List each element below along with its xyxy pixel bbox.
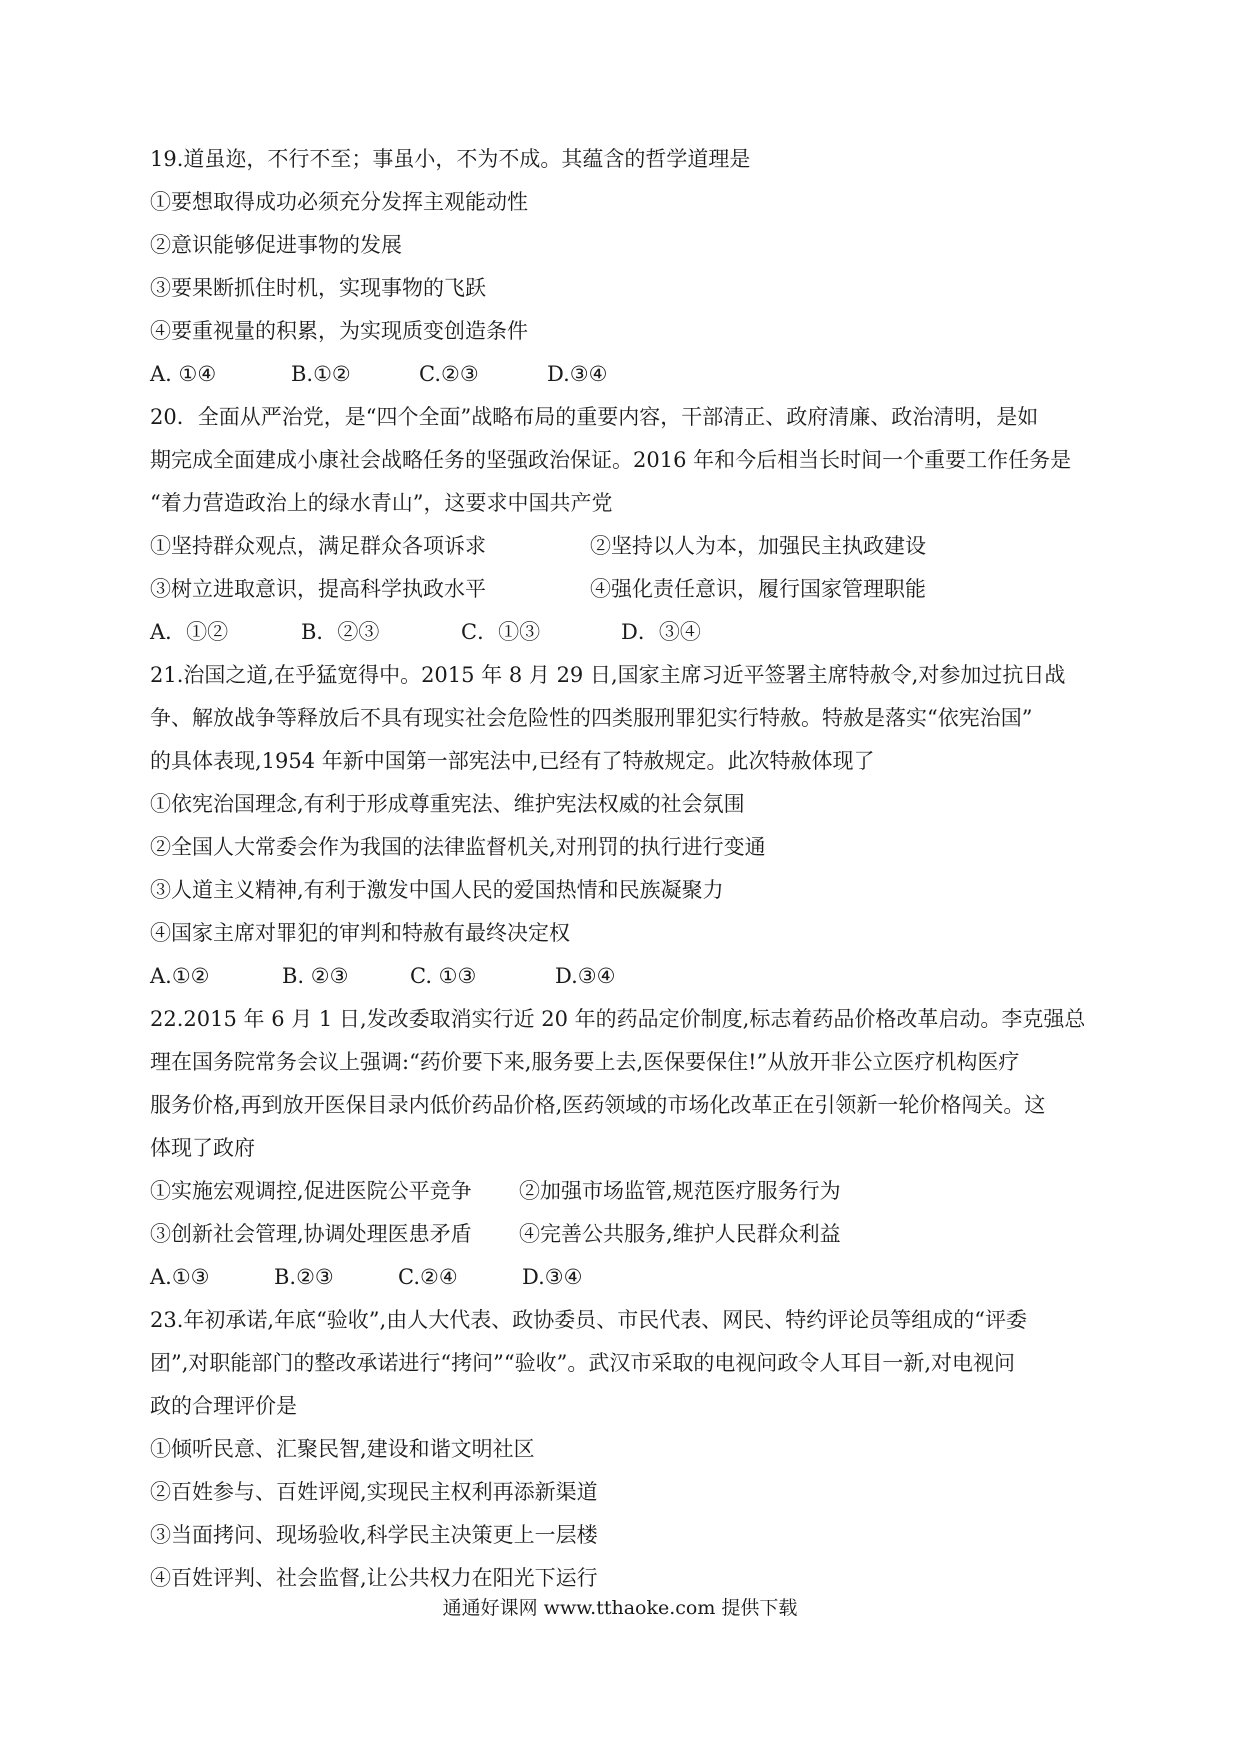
option-3: ③要果断抓住时机，实现事物的飞跃	[150, 276, 486, 300]
answer-choices	[150, 353, 1105, 396]
choice-a: A．①②	[150, 620, 229, 644]
option-1: ①依宪治国理念,有利于形成尊重宪法、维护宪法权威的社会氛围	[150, 792, 745, 816]
question-19	[150, 138, 1105, 396]
question-stem: 体现了政府	[150, 1136, 255, 1160]
question-stem: 19.道虽迩，不行不至；事虽小，不为不成。其蕴含的哲学道理是	[150, 147, 751, 171]
option-2: ②百姓参与、百姓评阅,实现民主权利再添新渠道	[150, 1480, 598, 1504]
option-3: ③创新社会管理,协调处理医患矛盾	[150, 1222, 472, 1246]
choice-d: D．③④	[621, 620, 701, 644]
choice-b: B.②③	[274, 1265, 334, 1289]
option-2: ②坚持以人为本，加强民主执政建设	[590, 534, 926, 558]
choice-a: A.①③	[150, 1265, 210, 1289]
question-stem: 22.2015 年 6 月 1 日,发改委取消实行近 20 年的药品定价制度,标志着药品价格改革启动。李克强总	[150, 1007, 1086, 1031]
option-2: ②全国人大常委会作为我国的法律监督机关,对刑罚的执行进行变通	[150, 835, 766, 859]
option-3: ③树立进取意识，提高科学执政水平	[150, 577, 486, 601]
choice-d: D.③④	[555, 964, 616, 988]
option-2: ②加强市场监管,规范医疗服务行为	[519, 1179, 841, 1203]
choice-b: B．②③	[301, 620, 380, 644]
question-stem: 团”,对职能部门的整改承诺进行“拷问”“验收”。武汉市采取的电视问政令人耳目一新,对电视问	[150, 1351, 1016, 1375]
question-22	[150, 998, 1105, 1299]
choice-d: D.③④	[547, 362, 608, 386]
option-1: ①坚持群众观点，满足群众各项诉求	[150, 534, 486, 558]
option-1: ①倾听民意、汇聚民智,建设和谐文明社区	[150, 1437, 535, 1461]
choice-c: C.②④	[398, 1265, 458, 1289]
exam-page	[150, 138, 1105, 1600]
choice-d: D.③④	[522, 1265, 583, 1289]
question-stem: “着力营造政治上的绿水青山”，这要求中国共产党	[150, 491, 613, 515]
question-stem: 23.年初承诺,年底“验收”,由人大代表、政协委员、市民代表、网民、特约评论员等组成的“评委	[150, 1308, 1027, 1332]
options-row	[150, 525, 1105, 568]
question-21	[150, 654, 1105, 998]
choice-a: A.①②	[150, 964, 210, 988]
option-1: ①实施宏观调控,促进医院公平竞争	[150, 1179, 472, 1203]
option-4: ④强化责任意识，履行国家管理职能	[590, 577, 926, 601]
option-3: ③当面拷问、现场验收,科学民主决策更上一层楼	[150, 1523, 598, 1547]
choice-b: B.①②	[291, 362, 351, 386]
option-2: ②意识能够促进事物的发展	[150, 233, 402, 257]
options-row	[150, 568, 1105, 611]
choice-c: C．①③	[461, 620, 541, 644]
option-1: ①要想取得成功必须充分发挥主观能动性	[150, 190, 528, 214]
question-20	[150, 396, 1105, 654]
answer-choices	[150, 611, 1105, 654]
options-row	[150, 1213, 1105, 1256]
options-row	[150, 1170, 1105, 1213]
choice-a: A. ①④	[150, 362, 217, 386]
question-stem: 政的合理评价是	[150, 1394, 297, 1418]
question-stem: 期完成全面建成小康社会战略任务的坚强政治保证。2016 年和今后相当长时间一个重要工作任务是	[150, 448, 1072, 472]
answer-choices	[150, 955, 1105, 998]
question-stem: 争、解放战争等释放后不具有现实社会危险性的四类服刑罪犯实行特赦。特赦是落实“依宪治国”	[150, 706, 1033, 730]
option-4: ④国家主席对罪犯的审判和特赦有最终决定权	[150, 921, 570, 945]
choice-c: C.②③	[419, 362, 479, 386]
question-stem: 21.治国之道,在乎猛宽得中。2015 年 8 月 29 日,国家主席习近平签署主席特赦令,对参加过抗日战	[150, 663, 1066, 687]
option-4: ④要重视量的积累，为实现质变创造条件	[150, 319, 528, 343]
question-stem: 理在国务院常务会议上强调:“药价要下来,服务要上去,医保要保住!”从放开非公立医疗机构医疗	[150, 1050, 1020, 1074]
question-stem: 的具体表现,1954 年新中国第一部宪法中,已经有了特赦规定。此次特赦体现了	[150, 749, 875, 773]
choice-b: B. ②③	[282, 964, 349, 988]
option-4: ④百姓评判、社会监督,让公共权力在阳光下运行	[150, 1566, 598, 1590]
answer-choices	[150, 1256, 1105, 1299]
option-4: ④完善公共服务,维护人民群众利益	[519, 1222, 841, 1246]
page-footer: 通通好课网 www.tthaoke.com 提供下载	[442, 1597, 798, 1619]
question-stem: 服务价格,再到放开医保目录内低价药品价格,医药领域的市场化改革正在引领新一轮价格闯关。这	[150, 1093, 1046, 1117]
option-3: ③人道主义精神,有利于激发中国人民的爱国热情和民族凝聚力	[150, 878, 724, 902]
question-stem: 20．全面从严治党，是“四个全面”战略布局的重要内容，干部清正、政府清廉、政治清明，是如	[150, 405, 1039, 429]
choice-c: C. ①③	[410, 964, 477, 988]
question-23	[150, 1299, 1105, 1600]
